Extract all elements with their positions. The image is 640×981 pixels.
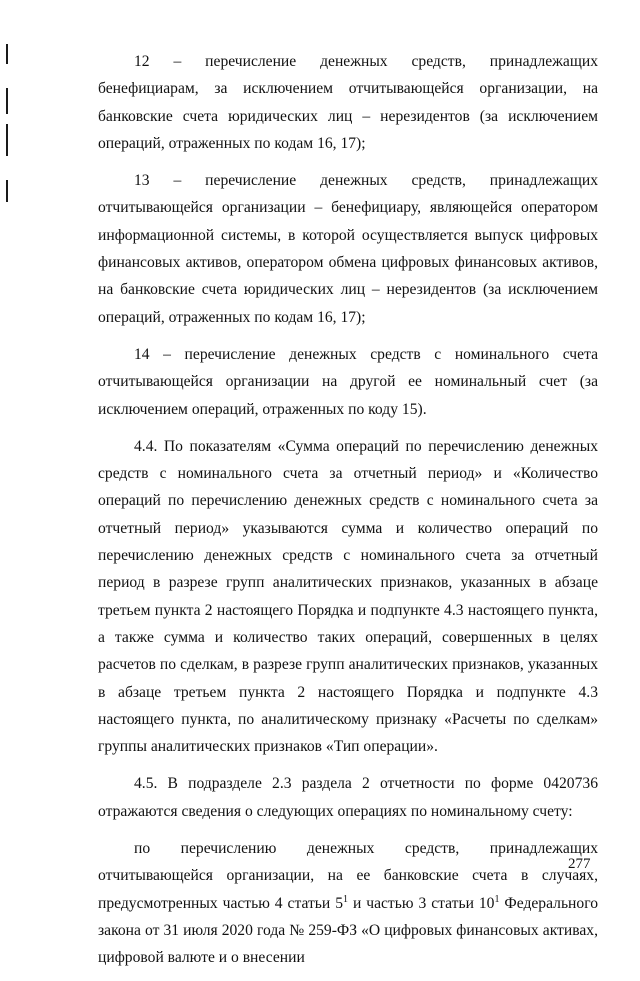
- paragraph-text-c: Федерального закона от 31 июля 2020 года № 259-ФЗ «О цифровых финансовых активах, цифровой валюте и о внесении: [98, 894, 598, 967]
- page-number: 277: [568, 856, 591, 872]
- superscript-2: 1: [494, 893, 500, 905]
- paragraph-transfer-own-accounts: [98, 835, 598, 971]
- document-body: [98, 48, 598, 981]
- paragraph-code-14: 14 – перечисление денежных средств с номинального счета отчитывающейся организации на другой ее номинальный счет (за исключением операций, отраженных по коду 15).: [98, 345, 598, 418]
- margin-mark-2: [6, 88, 8, 114]
- paragraph-code-13: 13 – перечисление денежных средств, принадлежащих отчитывающейся организации – бенефициару, являющейся оператором информационной системы, в которой осуществляется выпуск цифровых финансовых активов, оператором обмена цифровых финансовых активов, на банковские счета юридических лиц – нерезидентов (за исключением операций, отраженных по кодам 16, 17);: [98, 172, 598, 326]
- margin-mark-1: [6, 44, 8, 64]
- paragraph-code-12: 12 – перечисление денежных средств, принадлежащих бенефициарам, за исключением отчитывающейся организации, на банковские счета юридических лиц – нерезидентов (за исключением операций, отраженных по кодам 16, 17);: [98, 53, 598, 152]
- paragraph-4-4: 4.4. По показателям «Сумма операций по перечислению денежных средств с номинального счета за отчетный период» и «Количество операций по перечислению денежных средств с номинального счета за отчетный период» указываются сумма и количество операций по перечислению денежных средств с номинального счета за отчетный период в разрезе групп аналитических признаков, указанных в абзаце третьем пункта 2 настоящего Порядка и подпункте 4.3 настоящего пункта, а также сумма и количество таких операций, совершенных в целях расчетов по сделкам, в разрезе групп аналитических признаков, указанных в абзаце третьем пункта 2 настоящего Порядка и подпункте 4.3 настоящего пункта, по аналитическому признаку «Расчеты по сделкам» группы аналитических признаков «Тип операции».: [98, 437, 598, 756]
- paragraph-text-a: по перечислению денежных средств, принадлежащих отчитывающейся организации, на ее банковские счета в случаях, предусмотренных частью 4 статьи 5: [98, 840, 598, 912]
- superscript-1: 1: [343, 893, 349, 905]
- margin-mark-3: [6, 124, 8, 156]
- margin-mark-4: [6, 180, 8, 202]
- paragraph-text-b: и частью 3 статьи 10: [348, 894, 495, 912]
- paragraph-4-5: 4.5. В подразделе 2.3 раздела 2 отчетности по форме 0420736 отражаются сведения о следующих операциях по номинальному счету:: [98, 775, 598, 820]
